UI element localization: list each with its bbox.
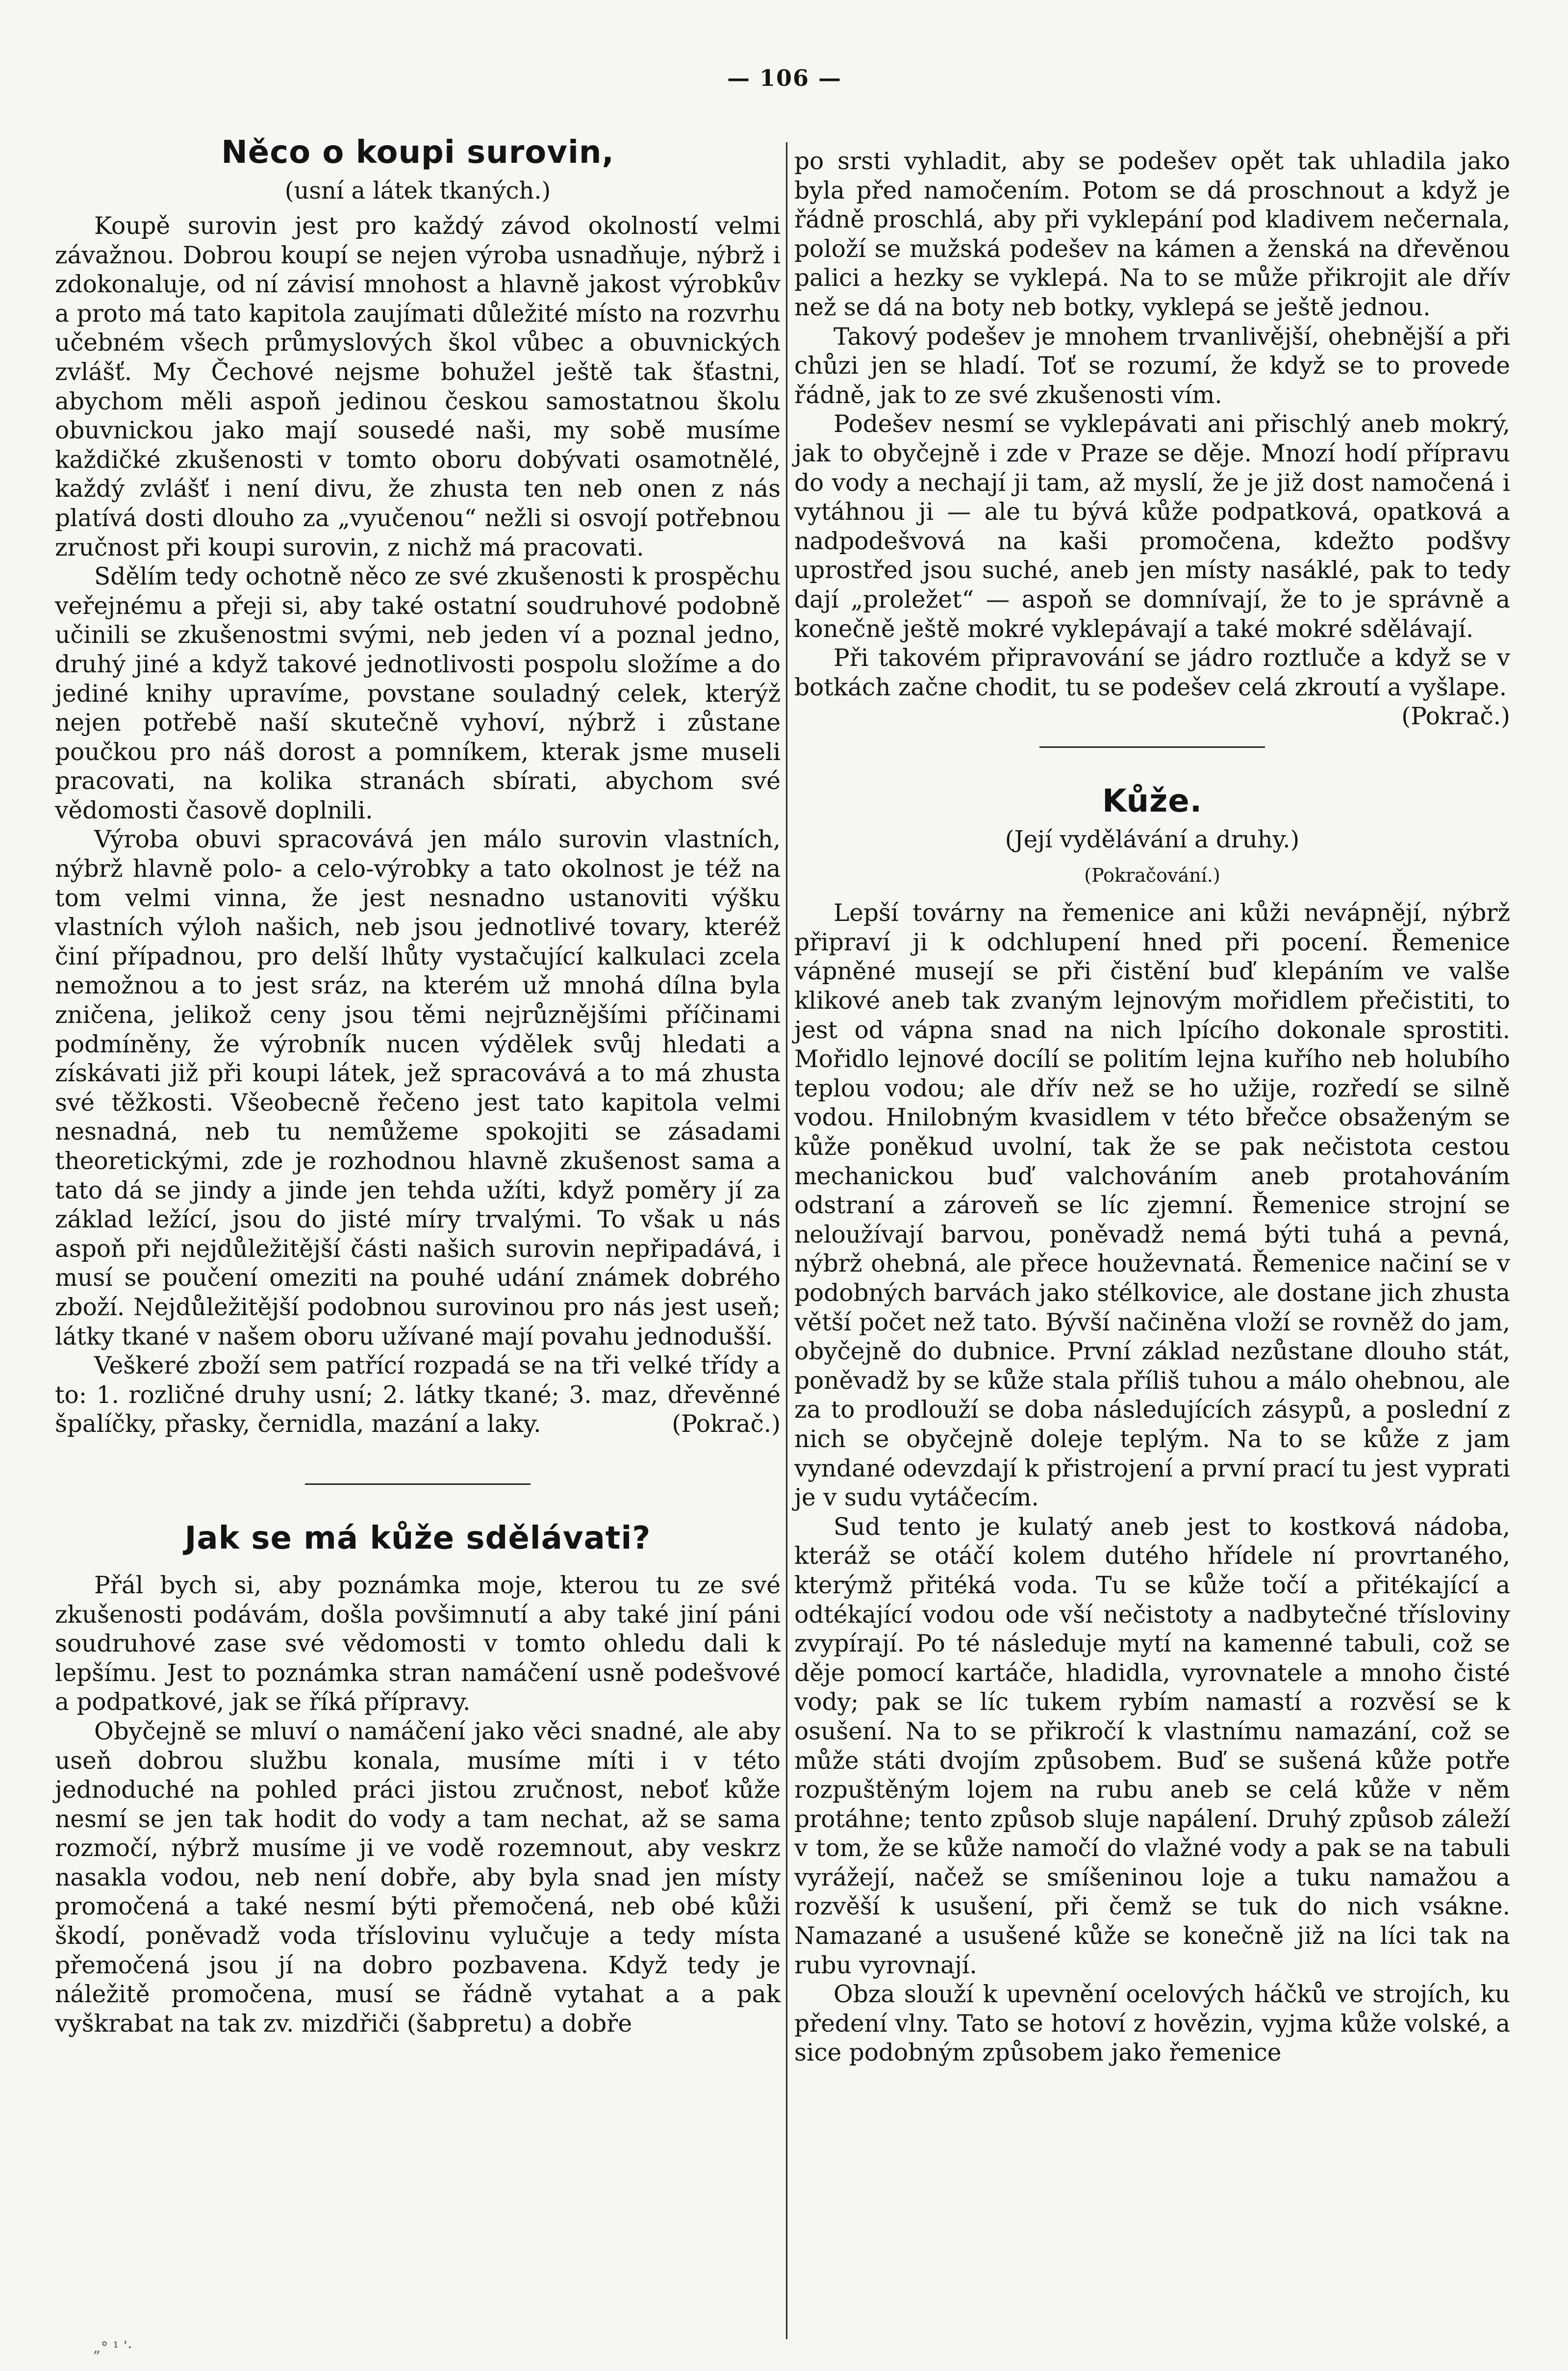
section-rule <box>1039 746 1265 748</box>
column-divider <box>786 142 787 2339</box>
page-number: — 106 — <box>727 65 842 91</box>
paragraph: Obza slouží k upevnění ocelových háčků ve strojích, ku předení vlny. Tato se hotoví z hovězin, vyjma kůže volské, a sice podobným způsobem jako řemenice <box>794 1981 1510 2067</box>
article-kuze <box>794 782 1510 2068</box>
continued-note: (Pokrač.) <box>672 1410 781 1438</box>
paragraph: po srsti vyhladit, aby se podešev opět tak uhladila jako byla před namočením. Potom se dá proschnout a když je řádně proschlá, aby při vyklepání pod kladivem nečernala, položí se mužská podešev na kámen a ženská na dřevěnou palici a hezky se vyklepá. Na to se může přikrojit ale dřív než se dá na boty neb botky, vyklepá se ještě jednou. <box>794 148 1510 321</box>
paragraph: Koupě surovin jest pro každý závod okolností velmi závažnou. Dobrou koupí se nejen výroba usnadňuje, nýbrž i zdokonaluje, od ní závisí mnohost a hlavně jakost výrobkův a proto má tato kapitola zaujímati důležité místo na rozvrhu učebném všech průmyslových škol vůbec a obuvnických zvlášť. My Čechové nejsme bohužel ještě tak šťastni, abychom měli aspoň jedinou českou samostatnou školu obuvnickou jako mají sousedé naši, my sobě musíme každičké zkušenosti v tomto oboru dobývati osamotnělé, každý zvlášť i není divu, že zhusta ten neb onen z nás platívá dosti dlouho za „vyučenou“ nežli si osvojí potřebnou zručnost při koupi surovin, z nichž má pracovati. <box>55 212 781 561</box>
article-title: Něco o koupi surovin, <box>221 134 614 171</box>
paragraph: Sdělím tedy ochotně něco ze své zkušenosti k prospěchu veřejnému a přeji si, aby také ostatní soudruhové podobně učinili se zkušenostmi svými, neb jeden ví a poznal jedno, druhý jiné a když takové jednotlivosti pospolu složíme a do jediné knihy upravíme, povstane souladný celek, kterýž nejen potřebě naší skutečně vyhoví, nýbrž i zůstane poučkou pro náš dorost a pomníkem, kterak jsme museli pracovati, na kolika stranách sbírati, abychom své vědomosti časově doplnili. <box>55 563 781 824</box>
paragraph-text: Při takovém připravování se jádro roztluče a když se v botkách začne chodit, tu se podešev celá zkroutí a vyšlape. <box>794 644 1510 701</box>
paragraph: Sud tento je kulatý aneb jest to kostková nádoba, kteráž se otáčí kolem dutého hřídele ní provrtaného, kterýmž přitéká voda. Tu se kůže točí a přitékající a odtékající vodou ode vší nečistoty a nadbytečné třísloviny zvypírají. Po té následuje mytí na kamenné tabuli, což se děje pomocí kartáče, hladidla, vyrovnatele a mnoho čisté vody; pak se líc tukem rybím namastí a rozvěsí se k osušení. Na to se přikročí k vlastnímu namazání, což se může státi dvojím způsobem. Buď se sušená kůže potře rozpuštěným lojem na rubu aneb se celá kůže v něm protáhne; tento způsob sluje napálení. Druhý způsob záleží v tom, že se kůže namočí do vlažné vody a pak se na tabuli vyrážejí, načež se smíšeninou loje a tuku namažou a rozvěší k usušení, při čemž se tuk do nich vsákne. Namazané a usušené kůže se konečně již na líci tak na rubu vyrovnají. <box>794 1513 1510 1979</box>
paragraph: Přál bych si, aby poznámka moje, kterou tu ze své zkušenosti podávám, došla povšimnutí a aby také jiní páni soudruhové zase své vědomosti v tomto ohledu dali k lepšímu. Jest to poznámka stran namáčení usně podešvové a podpatkové, jak se říká přípravy. <box>55 1571 781 1716</box>
article-subtitle: (Její vydělávání a druhy.) <box>1005 826 1300 854</box>
continued-note: (Pokrač.) <box>1401 703 1510 731</box>
print-marks: „° ¹ ʹ· <box>93 2339 132 2356</box>
paragraph: Obyčejně se mluví o namáčení jako věci snadné, ale aby useň dobrou službu konala, musíme míti i v této jednoduché na pohled práci jistou zručnost, neboť kůže nesmí se jen tak hodit do vody a tam nechat, až se sama rozmočí, nýbrž musíme ji ve vodě rozemnout, aby veskrz nasakla vodou, neb není dobře, aby byla snad jen místy promočená a také nesmí býti přemočená, neb obé kůži škodí, poněvadž voda tříslovinu vylučuje a tedy místa přemočená jsou jí na dobro pozbavena. Když tedy je náležitě promočena, musí se řádně vytahat a a pak vyškrabat na tak zv. mizdřiči (šabpretu) a dobře <box>55 1717 781 2038</box>
right-column <box>794 147 1510 2068</box>
paragraph-text: Veškeré zboží sem patřící rozpadá se na tři velké třídy a to: 1. rozličné druhy usní; 2. látky tkané; 3. maz, dřevěnné špalíčky, přasky, černidla, mazání a laky. <box>55 1352 781 1438</box>
paragraph: Výroba obuvi spracovává jen málo surovin vlastních, nýbrž hlavně polo- a celo-výrobky a tato okolnost je též na tom velmi vinna, že jest nesnadno ustanoviti výšku vlastních výloh našich, neb jsou jednotlivé tovary, kteréž činí případnou, pro delší lhůty vystačující kalkulaci zcela nemožnou a to jest sráz, na kterém už mnohá dílna byla zničena, jelikož ceny jsou těmi nejrůznějšími příčinami podmíněny, že výrobník nucen výdělek svůj hledati a získávati již při koupi látek, jež spracovává a to má zhusta své těžkosti. Všeobecně řečeno jest tato kapitola velmi nesnadná, neb tu nemůžeme spokojiti se zásadami theoretickými, zde je rozhodnou hlavně zkušenost sama a tato dá se jindy a jinde jen tehda užíti, když poměry jí za základ ležící, jsou do jisté míry trvalými. To však u nás aspoň při nejdůležitější části našich surovin nepřipadává, i musí se poučení omeziti na pouhé udání známek dobrého zboží. Nejdůležitější podobnou surovinou pro nás jest useň; látky tkané v našem oboru užívané mají povahu jednodušší. <box>55 826 781 1351</box>
article-title: Kůže. <box>1102 783 1202 820</box>
article-title: Jak se má kůže sdělávati? <box>184 1520 651 1556</box>
article-jak-sdelavati <box>55 1519 781 2039</box>
continuation-note: (Pokračování.) <box>1084 865 1220 887</box>
left-column <box>55 133 781 2039</box>
article-koupe-surovin <box>55 133 781 1439</box>
paragraph: Lepší továrny na řemenice ani kůži nevápnějí, nýbrž připraví ji k odchlupení hned při pocení. Řemenice vápněné musejí se při čistění buď klepáním ve valše klikové aneb tak zvaným lejnovým mořidlem přečistiti, to jest od vápna snad na nich lpícího dokonale sprostiti. Mořidlo lejnové docílí se politím lejna kuřího neb holubího teplou vodou; ale dřív než se ho užije, rozředí se silně vodou. Hnilobným kvasidlem v této břečce obsaženým se kůže poněkud uvolní, tak že se pak nečistota cestou mechanickou buď valchováním aneb protahováním odstraní a zároveň se líc zjemní. Řemenice strojní se neloužívají barvou, poněvadž nemá býti tuhá a pevná, nýbrž ohebná, ale přece houževnatá. Řemenice načiní se v podobných barvách jako stélkovice, ale dostane jich zhusta větší počet než tato. Bývší načiněna vloží se rovněž do jam, obyčejně do dubnice. První základ nezůstane dlouho stát, poněvadž by se kůže stala příliš tuhou a málo ohebnou, ale za to prodlouží se doba následujících zásypů, a poslední z nich se obyčejně doleje teplým. Na to se kůže z jam vyndané odevzdají k přistrojení a první prací tu jest vyprati je v sudu vytáčecím. <box>794 899 1510 1512</box>
section-rule <box>305 1483 531 1485</box>
article-jak-sdelavati-continued <box>794 147 1510 731</box>
article-subtitle: (usní a látek tkaných.) <box>284 177 551 204</box>
paragraph: Podešev nesmí se vyklepávati ani přischlý aneb mokrý, jak to obyčejně i zde v Praze se děje. Mnozí hodí přípravu do vody a nechají ji tam, až myslí, že je již dost namočená i vytáhnou ji — ale tu bývá kůže podpatková, opatková a nadpodešvová na kaši promočena, kdežto podšvy uprostřed jsou suché, aneb jen místy nasáklé, pak to tedy dají „proležet“ — aspoň se domnívají, že to je správně a konečně ještě mokré vyklepávají a také mokré sdělávají. <box>794 410 1510 643</box>
paragraph: Takový podešev je mnohem trvanlivější, ohebnější a při chůzi jen se hladí. Toť se rozumí, že když se to provede řádně, jak to ze své zkušenosti vím. <box>794 323 1510 409</box>
paragraph-last <box>55 1351 781 1439</box>
paragraph-last <box>794 644 1510 731</box>
